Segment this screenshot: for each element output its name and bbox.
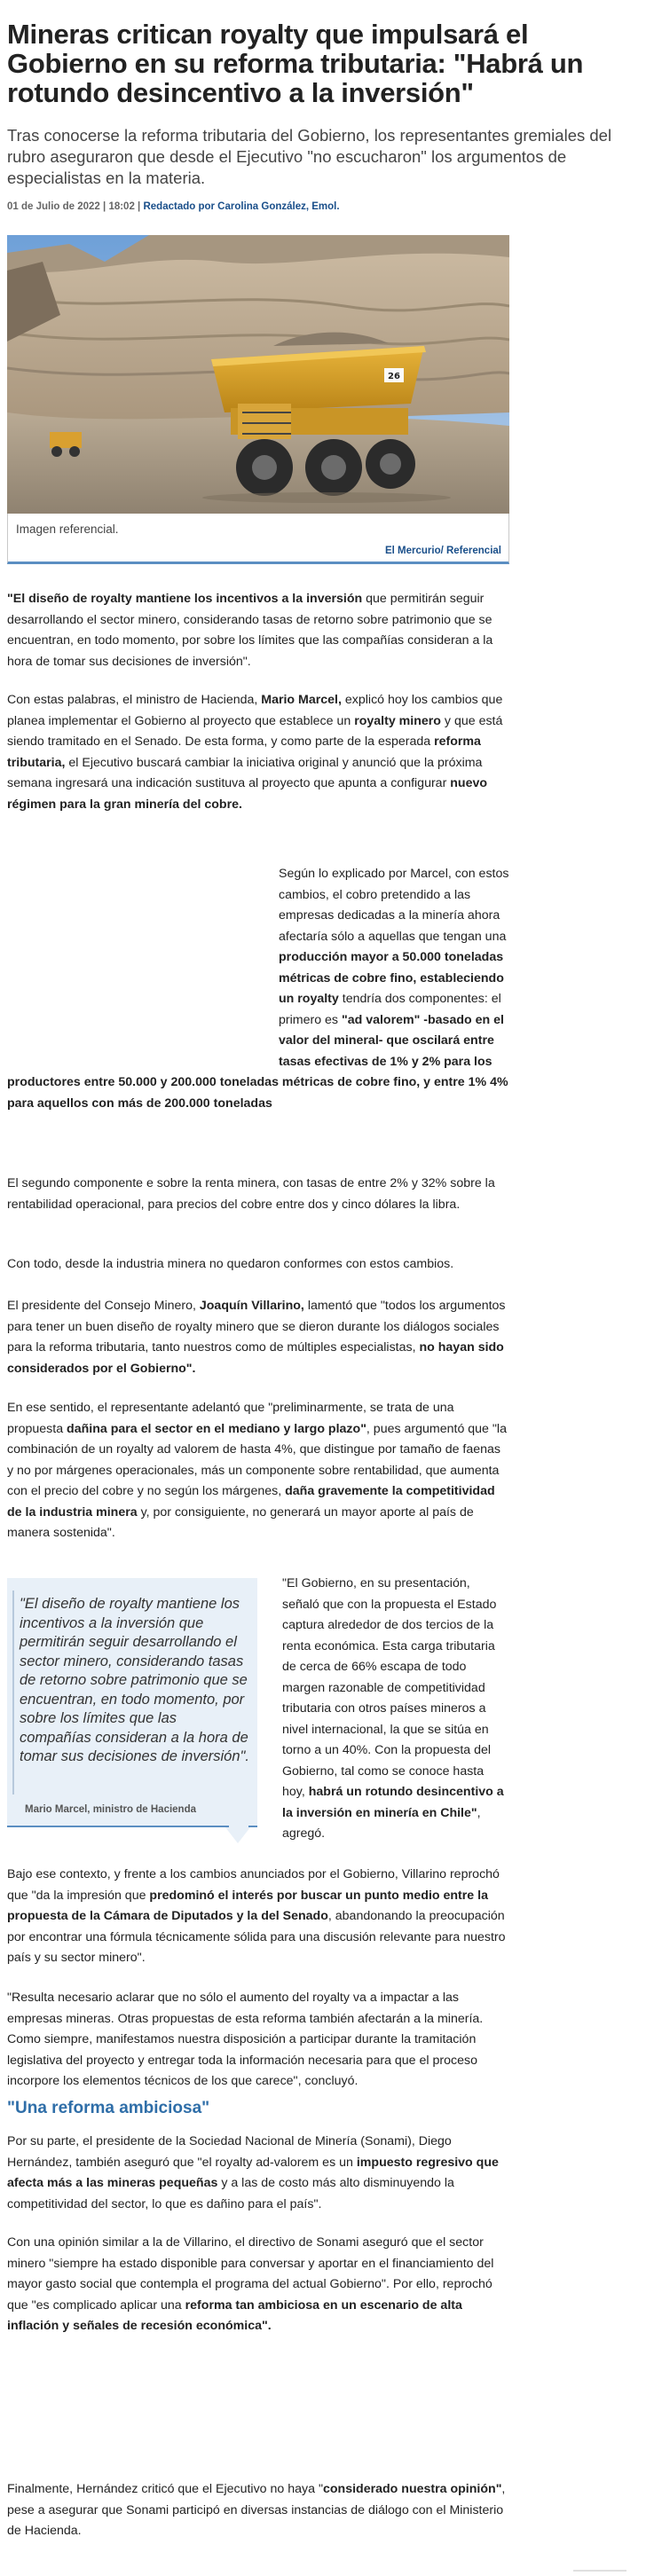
p7-bold-b: dañina para el sector en el mediano y largo plazo" [67, 1421, 366, 1436]
quote-rule [12, 1590, 14, 1795]
paragraph-10 [7, 1988, 509, 2093]
p2-bold-f: reforma tributaria, [7, 734, 481, 770]
image-credit: El Mercurio/ Referencial [384, 546, 501, 556]
p3-bold-d: "ad valorem" -basado en el valor del mineral- que oscilará entre tasas efectivas de 1% y 2% para los productores entre 50.000 y 200.000 toneladas métricas de cobre fino, y entre 1% 4% para aquellos con más de 200.000 toneladas [7, 1012, 508, 1111]
p1-bold: "El diseño de royalty mantiene los incentivos a la inversión [7, 592, 363, 606]
article [7, 0, 633, 564]
ad-slot-spacer [7, 864, 279, 1059]
p2-bold-h: nuevo régimen para la gran minería del cobre. [7, 776, 488, 812]
p11-text-c: y a las de costo más alto disminuyendo la competitividad del sector, lo que es dañino para el país". [7, 2176, 454, 2211]
article-lead: Tras conocerse la reforma tributaria del Gobierno, los representantes gremiales del rubro aseguraron que desde el Ejecutivo "no escucharon" los argumentos de especialistas en la materia. [7, 126, 612, 187]
paragraph-4 [7, 1174, 509, 1215]
paragraph-8 [282, 1574, 509, 1845]
p2-text-g: el Ejecutivo buscará cambiar la iniciativa original y anunció que la próxima semana ingresará una indicación sustituva al proyecto que apunta a configurar [7, 755, 483, 790]
p7-text-a: En ese sentido, el representante adelantó que "preliminarmente, se trata de una propuesta [7, 1401, 454, 1436]
article-date: 01 de Julio de 2022 | 18:02 | [7, 201, 141, 212]
p2-text-c: explicó hoy los cambios que planea implementar el Gobierno al proyecto que establece un [7, 693, 503, 728]
paragraph-6 [7, 1296, 509, 1379]
p2-bold-b: Mario Marcel, [261, 693, 342, 707]
p13-text-a: Finalmente, Hernández criticó que el Ejecutivo no haya " [7, 2482, 323, 2496]
pull-quote-author: Mario Marcel, ministro de Hacienda [25, 1804, 197, 1815]
p1-text: que permitirán seguir desarrollando el sector minero, considerando tasas de retorno sobre patrimonio que se encuentran, en todo momento, por sobre los límites que las compañías consideran a la hora de tomar sus decisiones de inversión". [7, 592, 493, 669]
p10-text: "Resulta necesario aclarar que no sólo el aumento del royalty va a impactar a las empresas mineras. Otras propuestas de esta reforma también afectarán a la minería. Como siempre, manifestamos nuestra disposición a participar durante la tramitación legislativa del proyecto y entregar toda la información necesaria para que el proceso incorpore los elementos técnicos de los que carece", concluyó. [7, 1991, 484, 2088]
article-figure [7, 235, 509, 564]
p4-text: El segundo componente e sobre la renta minera, con tasas de entre 2% y 32% sobre la rentabilidad operacional, para precios del cobre entre dos y cinco dólares la libra. [7, 1176, 495, 1212]
p6-bold-b: Joaquín Villarino, [199, 1299, 304, 1313]
p2-bold-d: royalty minero [354, 713, 441, 728]
quote-underline-end [248, 1826, 257, 1827]
p7-bold-d: daña gravemente la competitividad de la industria minera [7, 1484, 495, 1520]
p11-text-a: Por su parte, el presidente de la Sociedad Nacional de Minería (Sonami), Diego Hernández, también aseguró que "el royalty ad-valorem es un [7, 2134, 452, 2170]
pull-quote [7, 1578, 257, 1827]
pull-quote-text: "El diseño de royalty mantiene los incentivos a la inversión que permitirán seguir desarrollando el sector minero, considerando tasas de retorno sobre patrimonio que se encuentran, en todo momento, por sobre los límites que las compañías consideran a la hora de tomar sus decisiones de inversión". [20, 1596, 249, 1764]
p9-text-a: Bajo ese contexto, y frente a los cambios anunciados por el Gobierno, Villarino reprochó que "da la impresión que [7, 1867, 500, 1903]
quote-tail [225, 1827, 250, 1843]
p8-bold-b: habrá un rotundo desincentivo a la inversión en minería en Chile" [282, 1785, 504, 1820]
truck-number: 26 [388, 372, 400, 381]
paragraph-1 [7, 589, 509, 672]
paragraph-11 [7, 2132, 509, 2215]
p12-bold-b: reforma tan ambiciosa en un escenario de alta inflación y señales de recesión económica". [7, 2297, 462, 2333]
p6-text-a: El presidente del Consejo Minero, [7, 1299, 200, 1313]
article-photo[interactable] [7, 235, 509, 514]
p3-text-a: Según lo explicado por Marcel, con estos cambios, el cobro pretendido a las empresas dedicadas a la minería ahora afectaría sólo a aquellas que tengan una [279, 867, 509, 944]
p13-text-c: , pese a asegurar que Sonami participó en diversas instancias de diálogo con el Ministerio de Hacienda. [7, 2482, 506, 2538]
paragraph-13 [7, 2479, 509, 2542]
p6-bold-d: no hayan sido considerados por el Gobierno". [7, 1340, 504, 1376]
p8-text-a: "El Gobierno, en su presentación, señaló que con la propuesta el Estado captura alrededor de dos tercios de la renta económica. Esta carga tributaria de cerca de 66% escapa de todo margen razonable de competitividad tributaria con otros países mineros a nivel internacional, la que se sitúa en torno a un 40%. Con la propuesta del Gobierno, tal como se conoce hasta hoy, [282, 1576, 497, 1799]
p7-text-e: y, por consiguiente, no generará un mayor aporte al país de manera sostenida". [7, 1504, 474, 1540]
p8-text-c: , agregó. [282, 1805, 481, 1841]
paragraph-9 [7, 1865, 509, 1969]
p7-text-c: , pues argumentó que "la combinación de un royalty ad valorem de hasta 4%, que distingue por tamaño de faenas y no por márgenes operacionales, más un componente sobre rentabilidad, que aumenta con el precio del cobre y no según los márgenes, [7, 1421, 507, 1498]
p6-text-c: lamentó que "todos los argumentos para tener un buen diseño de royalty minero que se dieron durante los diálogos sociales para la reforma tributaria, tanto nuestros como de múltiples especialistas, [7, 1299, 506, 1355]
image-caption: Imagen referencial. [16, 522, 119, 536]
p9-bold-b: predominó el interés por buscar un punto medio entre la propuesta de la Cámara de Diputados y la del Senado [7, 1888, 488, 1923]
quote-underline [7, 1826, 229, 1827]
image-caption-box [7, 514, 509, 564]
paragraph-3 [7, 864, 509, 1114]
p3-text-c: tendría dos componentes: el primero es [279, 992, 501, 1027]
article-author[interactable]: Redactado por Carolina González, Emol. [143, 201, 340, 212]
p13-bold-b: considerado nuestra opinión" [322, 2482, 502, 2496]
p12-text-a: Con una opinión similar a la de Villarino, el directivo de Sonami aseguró que el sector minero "siempre ha estado disponible para conversar y aportar en el financiamiento del mayor gasto social que contempla el programa del actual Gobierno". Por ello, reprochó que "es complicado aplicar una [7, 2235, 494, 2313]
footer-divider [573, 2570, 626, 2572]
mining-truck-image [7, 235, 509, 514]
p5-text: Con todo, desde la industria minera no quedaron conformes con estos cambios. [7, 1257, 454, 1271]
paragraph-12 [7, 2233, 509, 2337]
p2-text-e: y que está siendo tramitado en el Senado. De esta forma, y como parte de la esperada [7, 713, 503, 749]
paragraph-2 [7, 690, 509, 815]
paragraph-7 [7, 1398, 509, 1544]
p2-text-a: Con estas palabras, el ministro de Hacienda, [7, 693, 262, 707]
byline [7, 201, 633, 212]
article-title: Mineras critican royalty que impulsará el Gobierno en su reforma tributaria: "Habrá un rotundo desincentivo a la inversión" [7, 19, 584, 108]
section-subhead: "Una reforma ambiciosa" [7, 2099, 210, 2117]
p9-text-c: , abandonando la preocupación por encontrar una fórmula técnicamente sólida para una discusión relevante para nuestro país y su sector minero". [7, 1909, 506, 1965]
paragraph-5 [7, 1254, 509, 1276]
p3-bold-b: producción mayor a 50.000 toneladas métricas de cobre fino, estableciendo un royalty [279, 950, 504, 1006]
p11-bold-b: impuesto regresivo que afecta más a las mineras pequeñas [7, 2155, 499, 2190]
